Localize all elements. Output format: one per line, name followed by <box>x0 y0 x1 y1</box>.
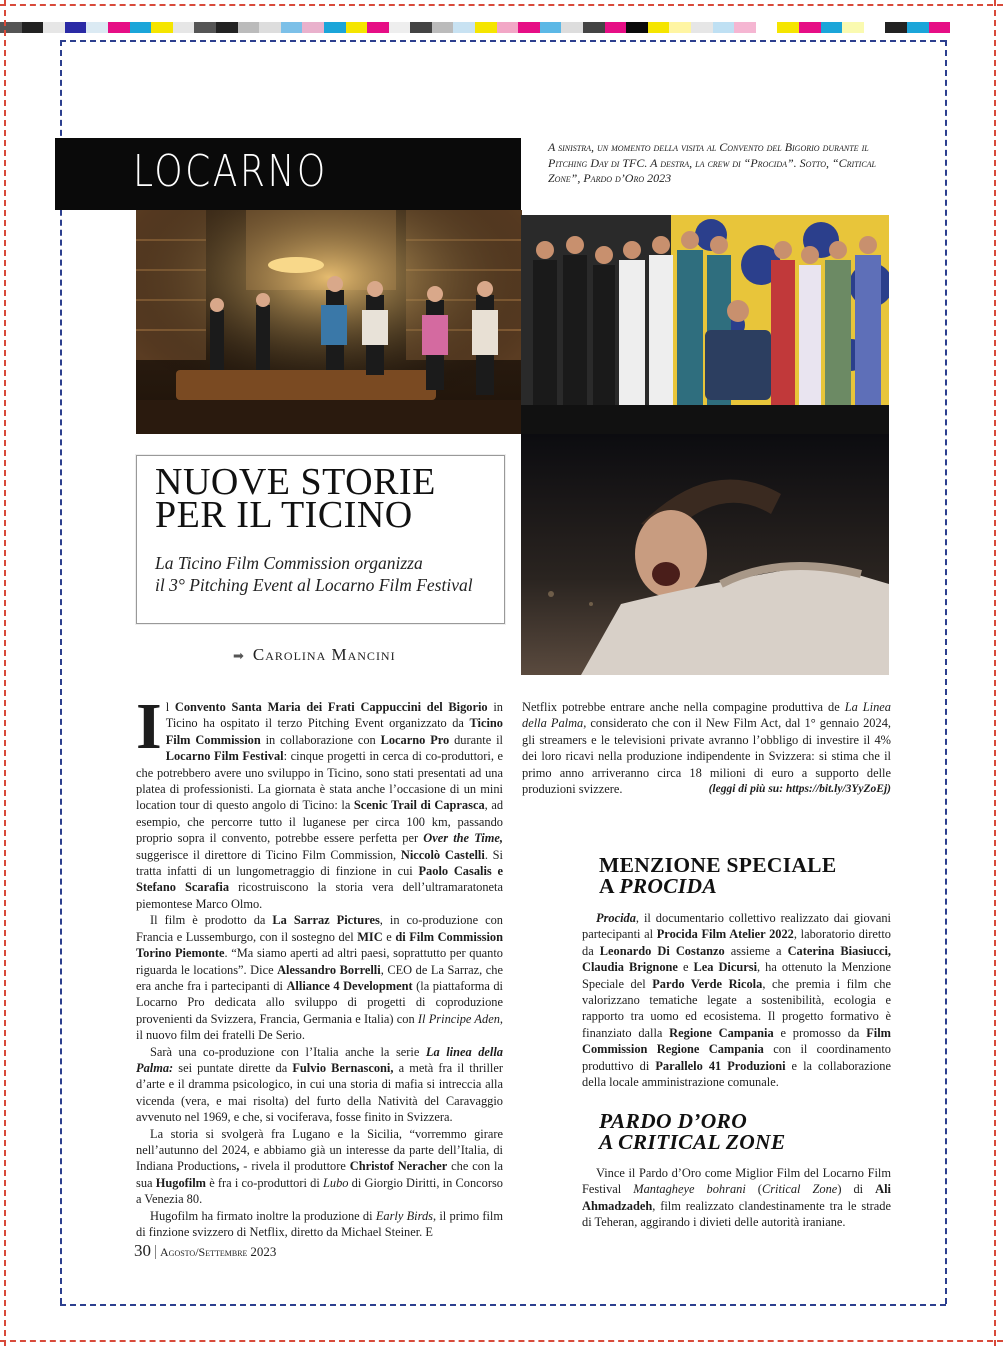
color-swatch <box>130 22 152 33</box>
photo-caption: A sinistra, un momento della visita al Convento del Bigorio durante il Pitching Day di TFC. A destra, la crew di “Procida”. Sotto, “Critical Zone”, Pardo d’Oro 2023 <box>548 140 877 185</box>
photo-critical-zone <box>521 434 889 675</box>
color-swatch <box>734 22 756 33</box>
article-paragraph: Il film è prodotto da La Sarraz Pictures, in co-produzione con Francia e Lussemburgo, con il sostegno del MIC e di Film Commission Torino Piemonte. “Ma siamo aperti ad altri paesi, soprattutto per quanto riguarda le locations”. Dice Alessandro Borrelli, CEO de La Sarraz, che era anche fra i partecipanti di Alliance 4 Development (la piattaforma di Locarno Pro dedicata allo sviluppo di progetti di coproduzione provenienti da Svizzera, Francia, Germania e Italia) con Il Principe Aden, il nuovo film dei fratelli De Serio. <box>136 913 503 1043</box>
outer-crop-line-right <box>994 0 996 1346</box>
article-paragraph: La storia si svolgerà fra Lugano e la Sicilia, “vorremmo girare nell’autunno del 2024, e abbiamo già un interesse da parte dell’Italia, di Indiana Productions, - rivela il produttore Christof Neracher che con la sua Hugofilm è fra i co-produttori di Lubo di Giorgio Diritti, in Concorso a Venezia 80. <box>136 1126 503 1207</box>
inner-trim-line-left <box>60 40 62 1304</box>
sidebar-procida <box>582 855 891 1090</box>
sidebar-pardo-doro <box>582 1111 891 1231</box>
color-swatch <box>648 22 670 33</box>
color-swatch <box>540 22 562 33</box>
color-swatch <box>410 22 432 33</box>
article-title <box>155 461 436 536</box>
subtitle-line-1: La Ticino Film Commission organizza <box>155 553 423 573</box>
color-swatch <box>65 22 87 33</box>
article-column-left <box>136 690 504 1240</box>
color-swatch <box>432 22 454 33</box>
article-subtitle <box>155 552 500 596</box>
color-swatch <box>799 22 821 33</box>
color-swatch <box>713 22 735 33</box>
outer-crop-line-top <box>0 4 1003 6</box>
color-swatch <box>605 22 627 33</box>
print-color-bar <box>0 22 950 33</box>
color-swatch <box>259 22 281 33</box>
title-line-2: PER IL TICINO <box>155 494 413 536</box>
article-title-box <box>136 455 505 624</box>
sidebar-heading: PARDO D’ORO A CRITICAL ZONE <box>599 1109 786 1154</box>
color-swatch <box>475 22 497 33</box>
article-paragraph: Netflix potrebbe entrare anche nella compagine produttiva de La Linea della Palma, considerato che con il New Film Act, dal 1° gennaio 2024, gli streamers e le televisioni private avranno l’obbligo di investire il 4% dei loro ricavi nella produzione indipendente in Svizzera: si stima che il primo anno arriveranno circa 18 milioni di euro a supporto delle produzioni svizzere. (leggi di più su: https://bit.ly/3YyZoEj) <box>522 700 891 797</box>
color-swatch <box>821 22 843 33</box>
color-swatch <box>389 22 411 33</box>
outer-crop-line-left <box>4 0 6 1346</box>
color-swatch <box>281 22 303 33</box>
photo-convent-library <box>136 210 522 434</box>
color-swatch <box>907 22 929 33</box>
color-swatch <box>777 22 799 33</box>
title-line-1: NUOVE STORIE <box>155 461 436 503</box>
color-swatch <box>151 22 173 33</box>
color-swatch <box>626 22 648 33</box>
color-swatch <box>583 22 605 33</box>
sidebar-body: Procida, il documentario collettivo realizzato dai giovani partecipanti al Procida Film Atelier 2022, laboratorio diretto da Leonardo Di Costanzo assieme a Caterina Biasiucci, Claudia Brignone e Lea Dicursi, ha ottenuto la Menzione Speciale del Pardo Verde Ricola, che premia i film che valorizzano tematiche legate a sostenibilità, ecologia e rapporto tra uomo ed ecosistema. Il progetto formativo è finanziato dalla Regione Campania e promosso da Film Commission Regione Campania con il coordinamento produttivo di Parallelo 41 Produzioni e la collaborazione della locale amministrazione comunale. <box>582 911 892 1090</box>
page-number: 30 <box>134 1241 151 1260</box>
issue-date: Agosto/Settembre 2023 <box>155 1245 276 1259</box>
color-swatch <box>864 22 886 33</box>
color-swatch <box>173 22 195 33</box>
color-swatch <box>453 22 475 33</box>
article-column-right <box>522 699 891 797</box>
inner-trim-line-top <box>60 40 946 42</box>
author-name: Carolina Mancini <box>252 645 396 664</box>
color-swatch <box>885 22 907 33</box>
inner-trim-line-bottom <box>60 1304 946 1306</box>
color-swatch <box>346 22 368 33</box>
arrow-right-icon: ➡ <box>233 649 245 664</box>
color-swatch <box>842 22 864 33</box>
color-swatch <box>691 22 713 33</box>
color-swatch <box>86 22 108 33</box>
color-swatch <box>194 22 216 33</box>
article-paragraph: Sarà una co-produzione con l’Italia anche la serie La linea della Palma: sei puntate dirette da Fulvio Bernasconi, a metà fra il thriller d’arte e il dramma psicologico, in cui una storia di mafia si intreccia alla vicenda (vera, e mai risolta) del furto della Natività del Caravaggio avvenuto nel 1969, e che, si vociferava, fosse finito in Svizzera. <box>136 1044 503 1125</box>
color-swatch <box>561 22 583 33</box>
color-swatch <box>669 22 691 33</box>
color-swatch <box>518 22 540 33</box>
color-swatch <box>238 22 260 33</box>
color-swatch <box>43 22 65 33</box>
read-more-link[interactable]: (leggi di più su: https://bit.ly/3YyZoEj) <box>708 783 891 796</box>
color-swatch <box>324 22 346 33</box>
outer-crop-line-bottom <box>0 1340 1003 1342</box>
inner-trim-line-right <box>945 40 947 1304</box>
sidebar-heading: MENZIONE SPECIALE A PROCIDA <box>599 853 837 898</box>
color-swatch <box>929 22 951 33</box>
sidebar-body: Vince il Pardo d’Oro come Miglior Film del Locarno Film Festival Mantagheye bohrani (Critical Zone) di Ali Ahmadzadeh, film realizzato clandestinamente tra le strade di Teheran, aggirando i divieti delle autorità iraniane. <box>582 1166 891 1230</box>
drop-cap: I <box>136 690 162 763</box>
article-paragraph: Hugofilm ha firmato inoltre la produzione di Early Birds, il primo film di finzione svizzero di Netflix, diretto da Michael Steiner. E <box>136 1208 503 1239</box>
page-footer <box>134 1241 276 1261</box>
byline <box>233 645 396 665</box>
color-swatch <box>497 22 519 33</box>
subtitle-line-2: il 3° Pitching Event al Locarno Film Festival <box>155 575 473 595</box>
color-swatch <box>108 22 130 33</box>
color-swatch <box>302 22 324 33</box>
section-header <box>55 138 521 210</box>
section-title: LOCARNO <box>133 146 328 197</box>
photo-procida-crew <box>521 215 889 434</box>
color-swatch <box>216 22 238 33</box>
color-swatch <box>367 22 389 33</box>
color-swatch <box>756 22 778 33</box>
article-paragraph: Il Convento Santa Maria dei Frati Cappuccini del Bigorio in Ticino ha ospitato il terzo Pitching Event organizzato da Ticino Film Commission in collaborazione con Locarno Pro durante il Locarno Film Festival: cinque progetti in cerca di co-produttori, e che potrebbero avere uno sviluppo in Ticino, sono stati presentati ad una platea di professionisti. La giornata è stata anche l’occasione di un mini location tour di questo angolo di Ticino: la Scenic Trail di Caprasca, ad esempio, che percorre tutto il luganese per circa 100 km, passando proprio sopra il convento, potrebbe essere perfetta per Over the Time, suggerisce il direttore di Ticino Film Commission, Niccolò Castelli. Si tratta infatti di un lungometraggio di finzione in cui Paolo Casalis e Stefano Scarafia ricostruiscono la storia vera dell’ultramaratoneta piemontese Marco Olmo. <box>136 690 504 911</box>
color-swatch <box>22 22 44 33</box>
